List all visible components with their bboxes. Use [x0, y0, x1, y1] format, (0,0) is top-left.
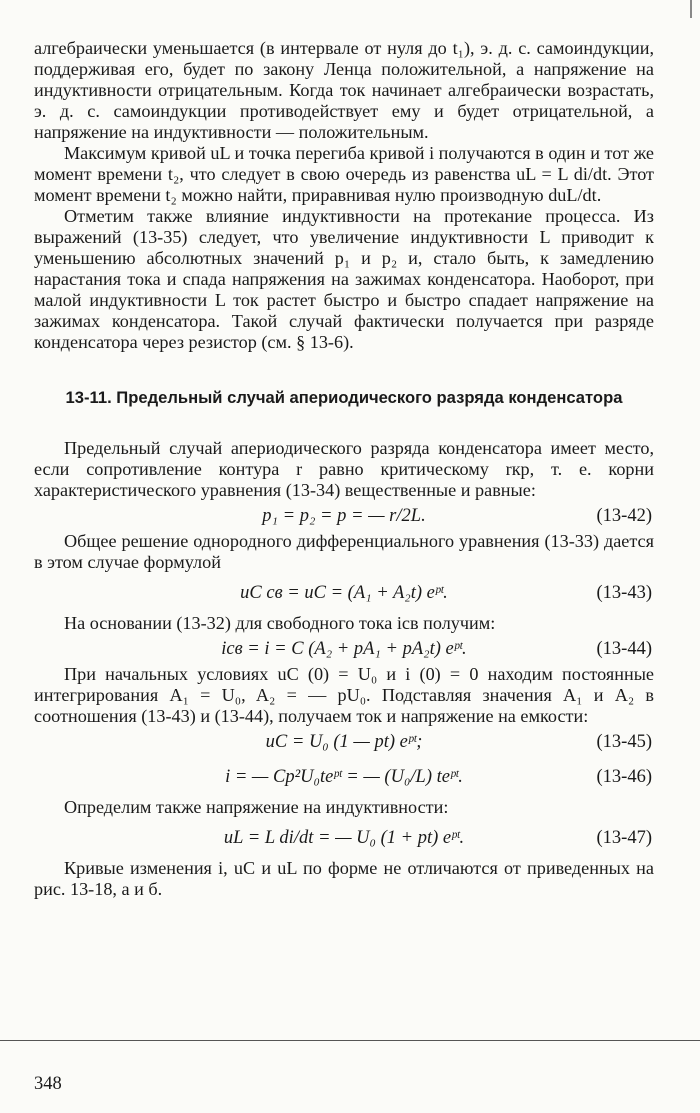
- footer-rule: [0, 1040, 700, 1041]
- page-body: [34, 38, 654, 900]
- equation-13-47: [34, 818, 654, 858]
- paragraph-9: Кривые изменения i, uC и uL по форме не отличаются от приведенных на рис. 13-18, а и б.: [34, 858, 654, 899]
- paragraph-4: Предельный случай апериодического разряда конденсатора имеет место, если сопротивление контура r равно критическому rкр, т. е. корни характеристического уравнения (13-34) вещественные и равные:: [34, 438, 654, 500]
- equation-number: (13-45): [596, 732, 652, 752]
- equation-formula: p₁ = p₂ = p = — r/2L.: [262, 506, 426, 526]
- equation-formula: uL = L di/dt = — U₀ (1 + pt) eᵖᵗ.: [223, 828, 465, 848]
- equation-13-43: [34, 573, 654, 613]
- equation-13-42: [34, 501, 654, 531]
- equation-number: (13-42): [596, 506, 652, 526]
- paragraph-1: алгебраически уменьшается (в интервале от нуля до t₁), э. д. с. самоиндукции, поддерживая его, будет по закону Ленца положительной, а напряжение на индуктивности отрицательным. Когда ток начинает алгебраически возрастать, э. д. с. самоиндукции противодействует ему и будет отрицательной, а напряжение на индуктивности — положительным.: [34, 38, 654, 142]
- equation-13-44: [34, 634, 654, 664]
- equation-number: (13-46): [596, 767, 652, 787]
- paragraph-5: Общее решение однородного дифференциального уравнения (13-33) дается в этом случае формулой: [34, 531, 654, 572]
- paragraph-8: Определим также напряжение на индуктивности:: [64, 797, 449, 817]
- equation-number: (13-43): [596, 583, 652, 603]
- scan-edge-mark: [690, 0, 692, 18]
- equation-formula: i = — Cp²U₀teᵖᵗ = — (U₀/L) teᵖᵗ.: [225, 767, 463, 787]
- equation-13-46: [34, 757, 654, 797]
- equation-13-45: [34, 727, 654, 757]
- equation-number: (13-44): [596, 639, 652, 659]
- paragraph-2: Максимум кривой uL и точка перегиба кривой i получаются в один и тот же момент времени t₂, что следует в свою очередь из равенства uL = L di/dt. Этот момент времени t₂ можно найти, приравнивая нулю производную duL/dt.: [34, 143, 654, 205]
- paragraph-3: Отметим также влияние индуктивности на протекание процесса. Из выражений (13-35) следует, что увеличение индуктивности L приводит к уменьшению абсолютных значений p₁ и p₂ и, стало быть, к замедлению нарастания тока и спада напряжения на зажимах конденсатора. Наоборот, при малой индуктивности L ток растет быстро и быстро спадает напряжение на зажимах конденсатора. Такой случай фактически получается при разряде конденсатора через резистор (см. § 13-6).: [34, 206, 654, 352]
- page-number: 348: [34, 1074, 62, 1094]
- paragraph-7: При начальных условиях uC (0) = U₀ и i (0) = 0 находим постоянные интегрирования A₁ = U₀, A₂ = — pU₀. Подставляя значения A₁ и A₂ в соотношения (13-43) и (13-44), получаем ток и напряжение на емкости:: [34, 664, 654, 726]
- section-heading: 13-11. Предельный случай апериодического разряда конденсатора: [65, 388, 623, 407]
- equation-formula: iсв = i = C (A₂ + pA₁ + pA₂t) eᵖᵗ.: [221, 639, 467, 659]
- equation-formula: uC = U₀ (1 — pt) eᵖᵗ;: [265, 732, 423, 752]
- equation-number: (13-47): [596, 828, 652, 848]
- equation-formula: uC св = uC = (A₁ + A₂t) eᵖᵗ.: [240, 583, 448, 603]
- paragraph-6: На основании (13-32) для свободного тока iсв получим:: [64, 613, 496, 633]
